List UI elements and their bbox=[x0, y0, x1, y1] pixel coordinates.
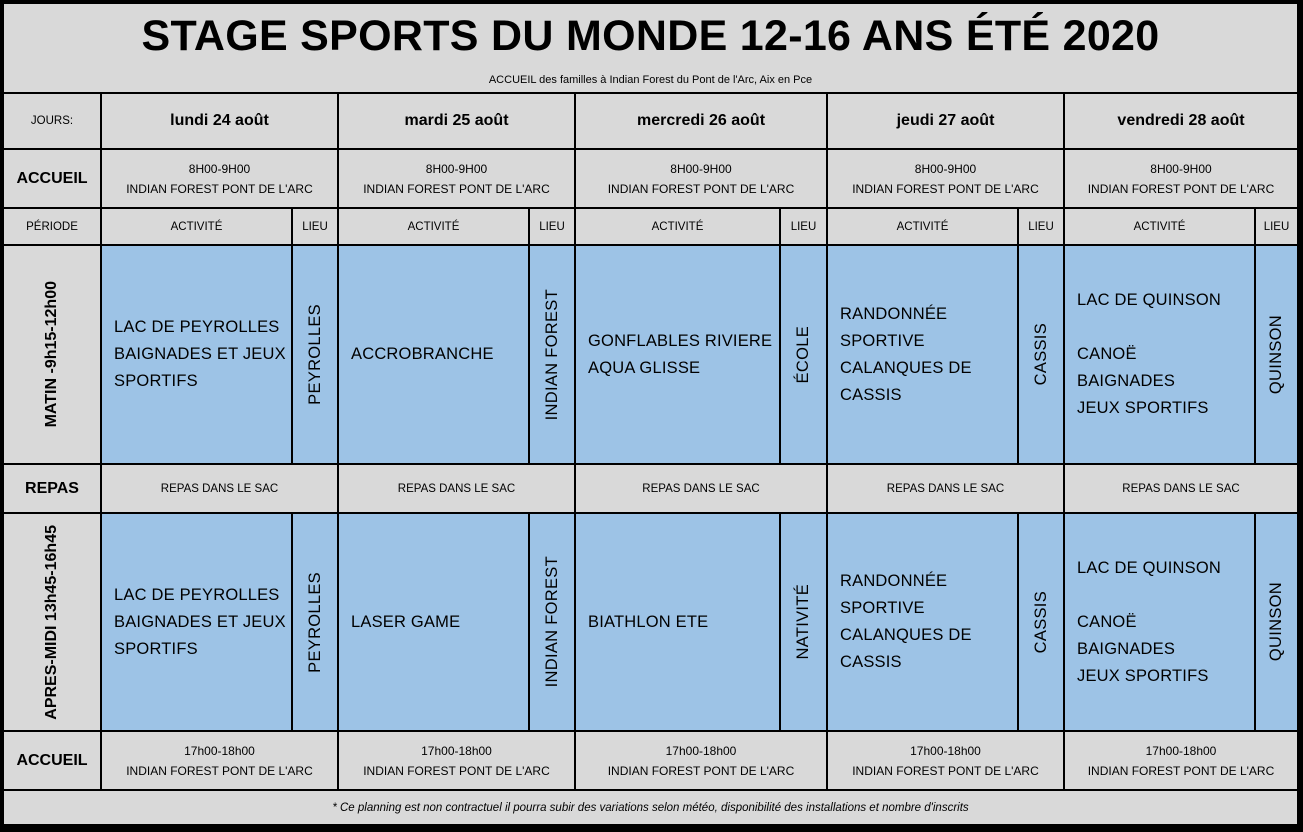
place-label: PEYROLLES bbox=[305, 304, 324, 405]
matin-label-text: MATIN -9h15-12h00 bbox=[43, 281, 60, 428]
place-label: CASSIS bbox=[1031, 590, 1050, 654]
lieu-header: LIEU bbox=[293, 209, 339, 246]
accueil-soir-cell: 17h00-18h00 INDIAN FOREST PONT DE L'ARC bbox=[1065, 732, 1297, 791]
accueil-soir-cell: 17h00-18h00 INDIAN FOREST PONT DE L'ARC bbox=[576, 732, 828, 791]
activite-header: ACTIVITÉ bbox=[828, 209, 1019, 246]
place-label: INDIAN FOREST bbox=[542, 556, 561, 688]
apres-midi-label bbox=[4, 514, 102, 732]
place-cell bbox=[1019, 514, 1065, 732]
page-subtitle: ACCUEIL des familles à Indian Forest du Pont de l'Arc, Aix en Pce bbox=[4, 68, 1297, 94]
day-header: lundi 24 août bbox=[102, 94, 339, 150]
day-header: mercredi 26 août bbox=[576, 94, 828, 150]
place-cell bbox=[293, 514, 339, 732]
activity-cell: LASER GAME bbox=[339, 514, 530, 732]
place-cell bbox=[1019, 246, 1065, 465]
lieu-header: LIEU bbox=[781, 209, 828, 246]
day-header: vendredi 28 août bbox=[1065, 94, 1297, 150]
activity-cell: RANDONNÉE SPORTIVE CALANQUES DE CASSIS bbox=[828, 514, 1019, 732]
place-label: QUINSON bbox=[1267, 582, 1285, 662]
place-cell bbox=[781, 246, 828, 465]
page-title: STAGE SPORTS DU MONDE 12-16 ANS ÉTÉ 2020 bbox=[4, 4, 1297, 68]
activite-header: ACTIVITÉ bbox=[1065, 209, 1256, 246]
accueil-soir-cell: 17h00-18h00 INDIAN FOREST PONT DE L'ARC bbox=[828, 732, 1065, 791]
place-label: CASSIS bbox=[1031, 323, 1050, 386]
place-cell bbox=[1256, 514, 1297, 732]
lieu-header: LIEU bbox=[1019, 209, 1065, 246]
place-label: NATIVITÉ bbox=[794, 584, 812, 660]
accueil-cell: 8H00-9H00 INDIAN FOREST PONT DE L'ARC bbox=[102, 150, 339, 209]
accueil-soir-cell: 17h00-18h00 INDIAN FOREST PONT DE L'ARC bbox=[102, 732, 339, 791]
place-label: QUINSON bbox=[1267, 314, 1285, 395]
place-cell bbox=[530, 514, 576, 732]
place-cell bbox=[293, 246, 339, 465]
disclaimer-note: * Ce planning est non contractuel il pourra subir des variations selon météo, disponibilité des installations et nombre d'inscrits bbox=[4, 791, 1297, 824]
day-header: jeudi 27 août bbox=[828, 94, 1065, 150]
activite-header: ACTIVITÉ bbox=[339, 209, 530, 246]
place-cell bbox=[530, 246, 576, 465]
accueil-cell: 8H00-9H00 INDIAN FOREST PONT DE L'ARC bbox=[1065, 150, 1297, 209]
activity-cell: BIATHLON ETE bbox=[576, 514, 781, 732]
lieu-header: LIEU bbox=[530, 209, 576, 246]
accueil-soir-label: ACCUEIL bbox=[4, 732, 102, 791]
activity-cell: RANDONNÉE SPORTIVE CALANQUES DE CASSIS bbox=[828, 246, 1019, 465]
activity-cell: LAC DE PEYROLLES BAIGNADES ET JEUX SPORTIFS bbox=[102, 514, 293, 732]
place-cell bbox=[781, 514, 828, 732]
activity-cell: GONFLABLES RIVIERE AQUA GLISSE bbox=[576, 246, 781, 465]
activity-cell: ACCROBRANCHE bbox=[339, 246, 530, 465]
activity-cell: LAC DE QUINSON CANOË BAIGNADES JEUX SPORTIFS bbox=[1065, 514, 1256, 732]
repas-cell: REPAS DANS LE SAC bbox=[576, 465, 828, 514]
accueil-cell: 8H00-9H00 INDIAN FOREST PONT DE L'ARC bbox=[828, 150, 1065, 209]
matin-label bbox=[4, 246, 102, 465]
repas-cell: REPAS DANS LE SAC bbox=[1065, 465, 1297, 514]
day-header: mardi 25 août bbox=[339, 94, 576, 150]
lieu-header: LIEU bbox=[1256, 209, 1297, 246]
repas-cell: REPAS DANS LE SAC bbox=[102, 465, 339, 514]
activity-cell: LAC DE PEYROLLES BAIGNADES ET JEUX SPORTIFS bbox=[102, 246, 293, 465]
activite-header: ACTIVITÉ bbox=[576, 209, 781, 246]
repas-cell: REPAS DANS LE SAC bbox=[339, 465, 576, 514]
repas-cell: REPAS DANS LE SAC bbox=[828, 465, 1065, 514]
activity-cell: LAC DE QUINSON CANOË BAIGNADES JEUX SPORTIFS bbox=[1065, 246, 1256, 465]
schedule-sheet bbox=[4, 4, 1297, 824]
apres-midi-label-text: APRES-MIDI 13h45-16h45 bbox=[43, 524, 60, 720]
place-label: ÉCOLE bbox=[794, 325, 812, 384]
accueil-cell: 8H00-9H00 INDIAN FOREST PONT DE L'ARC bbox=[339, 150, 576, 209]
repas-label: REPAS bbox=[4, 465, 102, 514]
place-label: PEYROLLES bbox=[305, 571, 324, 673]
accueil-soir-cell: 17h00-18h00 INDIAN FOREST PONT DE L'ARC bbox=[339, 732, 576, 791]
periode-label: PÉRIODE bbox=[4, 209, 102, 246]
jours-label: JOURS: bbox=[4, 94, 102, 150]
accueil-label: ACCUEIL bbox=[4, 150, 102, 209]
place-cell bbox=[1256, 246, 1297, 465]
place-label: INDIAN FOREST bbox=[542, 288, 561, 421]
accueil-cell: 8H00-9H00 INDIAN FOREST PONT DE L'ARC bbox=[576, 150, 828, 209]
activite-header: ACTIVITÉ bbox=[102, 209, 293, 246]
